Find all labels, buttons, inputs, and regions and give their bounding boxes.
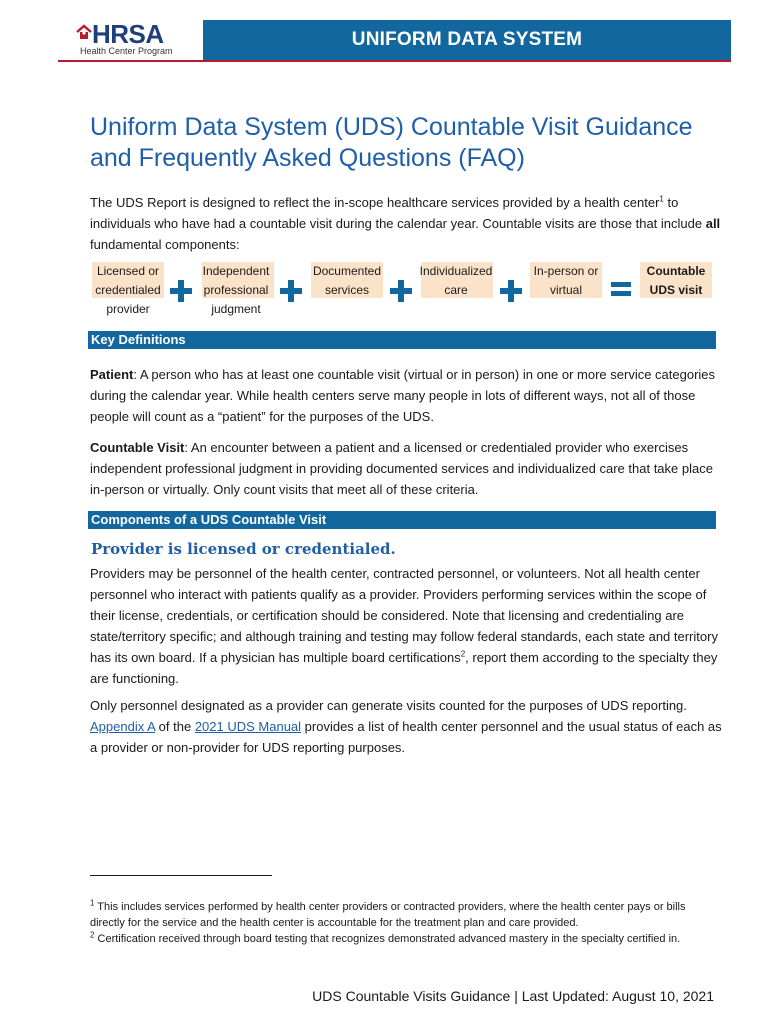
footnote-divider (90, 875, 272, 876)
header-divider (58, 60, 731, 62)
page-title: Uniform Data System (UDS) Countable Visit Guidance and Frequently Asked Questions (FAQ) (90, 113, 693, 172)
footnote-1: $^1$ This includes services performed by health center providers or contracted providers, where the health center pays or bills directly for the service and the health center is accountable for the treatment plan and care provided. (90, 898, 686, 929)
plus-icon (390, 280, 412, 302)
section-heading-key-definitions: Key Definitions (88, 331, 716, 349)
house-icon (76, 24, 92, 40)
component-licensed-provider: Licensed or credentialed provider (95, 264, 161, 316)
component-in-person-virtual: In-person or virtual (533, 264, 599, 297)
plus-icon (170, 280, 192, 302)
subheading-provider-licensed: Provider is licensed or credentialed. (91, 540, 396, 558)
component-documented-services: Documented services (312, 264, 382, 297)
plus-icon (500, 280, 522, 302)
section-heading-components: Components of a UDS Countable Visit (88, 511, 716, 529)
hrsa-logo (76, 20, 196, 60)
appendix-a-link[interactable]: Appendix A (90, 719, 156, 734)
equals-icon (611, 278, 631, 300)
page-footer: UDS Countable Visits Guidance | Last Updated: August 10, 2021 (312, 988, 714, 1004)
footnotes (90, 899, 720, 947)
footnote-2: $^2$ Certification received through board testing that recognizes demonstrated advanced mastery in the specialty certified in. (90, 930, 681, 945)
logo-subtitle: Health Center Program (80, 46, 173, 56)
definition-countable-visit: Countable Visit: An encounter between a patient and a licensed or credentialed provider who exercises independent professional judgment in providing documented services and individualized care that take place in-person or virtually. Only count visits that meet all of these criteria. (90, 440, 713, 497)
component-individualized-care: Individualized care (419, 264, 493, 297)
definition-patient: Patient: A person who has at least one countable visit (virtual or in person) in one or more service categories during the calendar year. While health centers serve many people in lots of different ways, not all of those people will count as a “patient” for the purposes of the UDS. (90, 367, 716, 424)
footnote-ref-1: 1 (659, 194, 664, 204)
intro-paragraph: The UDS Report is designed to reflect the in-scope healthcare services provided by a health center$^1$ to individuals who have had a countable visit during the calendar year. Countable visits are those that include all fundamental components: (90, 194, 721, 252)
uds-manual-link[interactable]: 2021 UDS Manual (194, 719, 302, 734)
logo-text: HRSA (92, 19, 164, 49)
header-banner: UNIFORM DATA SYSTEM (203, 20, 731, 60)
plus-icon (280, 280, 302, 302)
footnote-ref-2: 2 (460, 649, 466, 659)
visit-components-equation (90, 262, 716, 320)
result-countable-visit: Countable UDS visit (646, 264, 706, 297)
provider-paragraph: Providers may be personnel of the health center, contracted personnel, or volunteers. Not all health center personnel who interact with patients qualify as a provider. Providers performing services within the scope of their license, credentials, or certification should be considered. Note that licensing and credentialing are state/territory specific; and although training and testing may follow federal standards, each state and territory has its own board. If a physician has multiple board certifications$^2$, report them according to the specialty they are functioning. (90, 566, 718, 686)
provider-designation-paragraph: Only personnel designated as a provider can generate visits counted for the purposes of UDS reporting. Appendix A of the 2021 UDS Manual provides a list of health center personnel and the usual status of each as a provider or non-provider for UDS reporting purposes. (90, 698, 722, 755)
component-independent-judgment: Independent professional judgment (202, 264, 270, 316)
